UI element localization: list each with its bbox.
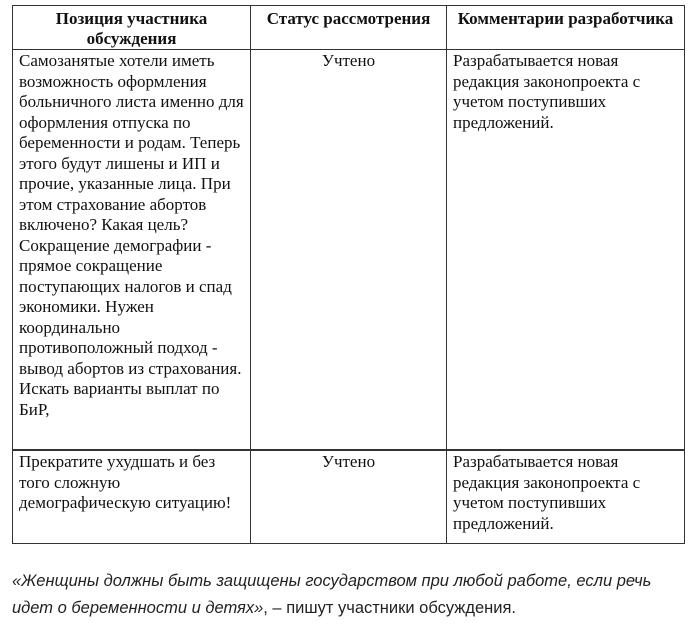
cell-position: Самозанятые хотели иметь возможность оформления больничного листа именно для оформления отпуска по беременности и родам. Теперь этого будут лишены и ИП и прочие, указанные лица. При этом страхование абортов включено? Какая цель? Сокращение демографии - прямое сокращение поступающих налогов и спад экономики. Нужен координально противоположный подход - вывод абортов из страхования. Искать варианты выплат по БиР,	[13, 50, 251, 451]
cell-status: Учтено	[251, 450, 447, 544]
header-status: Статус рассмотрения	[251, 6, 447, 50]
caption-quote: «Женщины должны быть защищены государством при любой работе, если речь идет о беременности и детях»	[12, 572, 652, 617]
table-header-row	[13, 6, 685, 50]
comments-table	[12, 5, 685, 544]
header-comments: Комментарии разработчика	[447, 6, 685, 50]
caption-attribution: , – пишут участники обсуждения.	[263, 599, 516, 617]
caption-paragraph	[12, 568, 692, 622]
table-row	[13, 450, 685, 544]
header-position: Позиция участника обсуждения	[13, 6, 251, 50]
cell-comment: Разрабатывается новая редакция законопроекта с учетом поступивших предложений.	[447, 450, 685, 544]
cell-position: Прекратите ухудшать и без того сложную демографическую ситуацию!	[13, 450, 251, 544]
cell-comment: Разрабатывается новая редакция законопроекта с учетом поступивших предложений.	[447, 50, 685, 451]
table-row	[13, 50, 685, 451]
cell-status: Учтено	[251, 50, 447, 451]
